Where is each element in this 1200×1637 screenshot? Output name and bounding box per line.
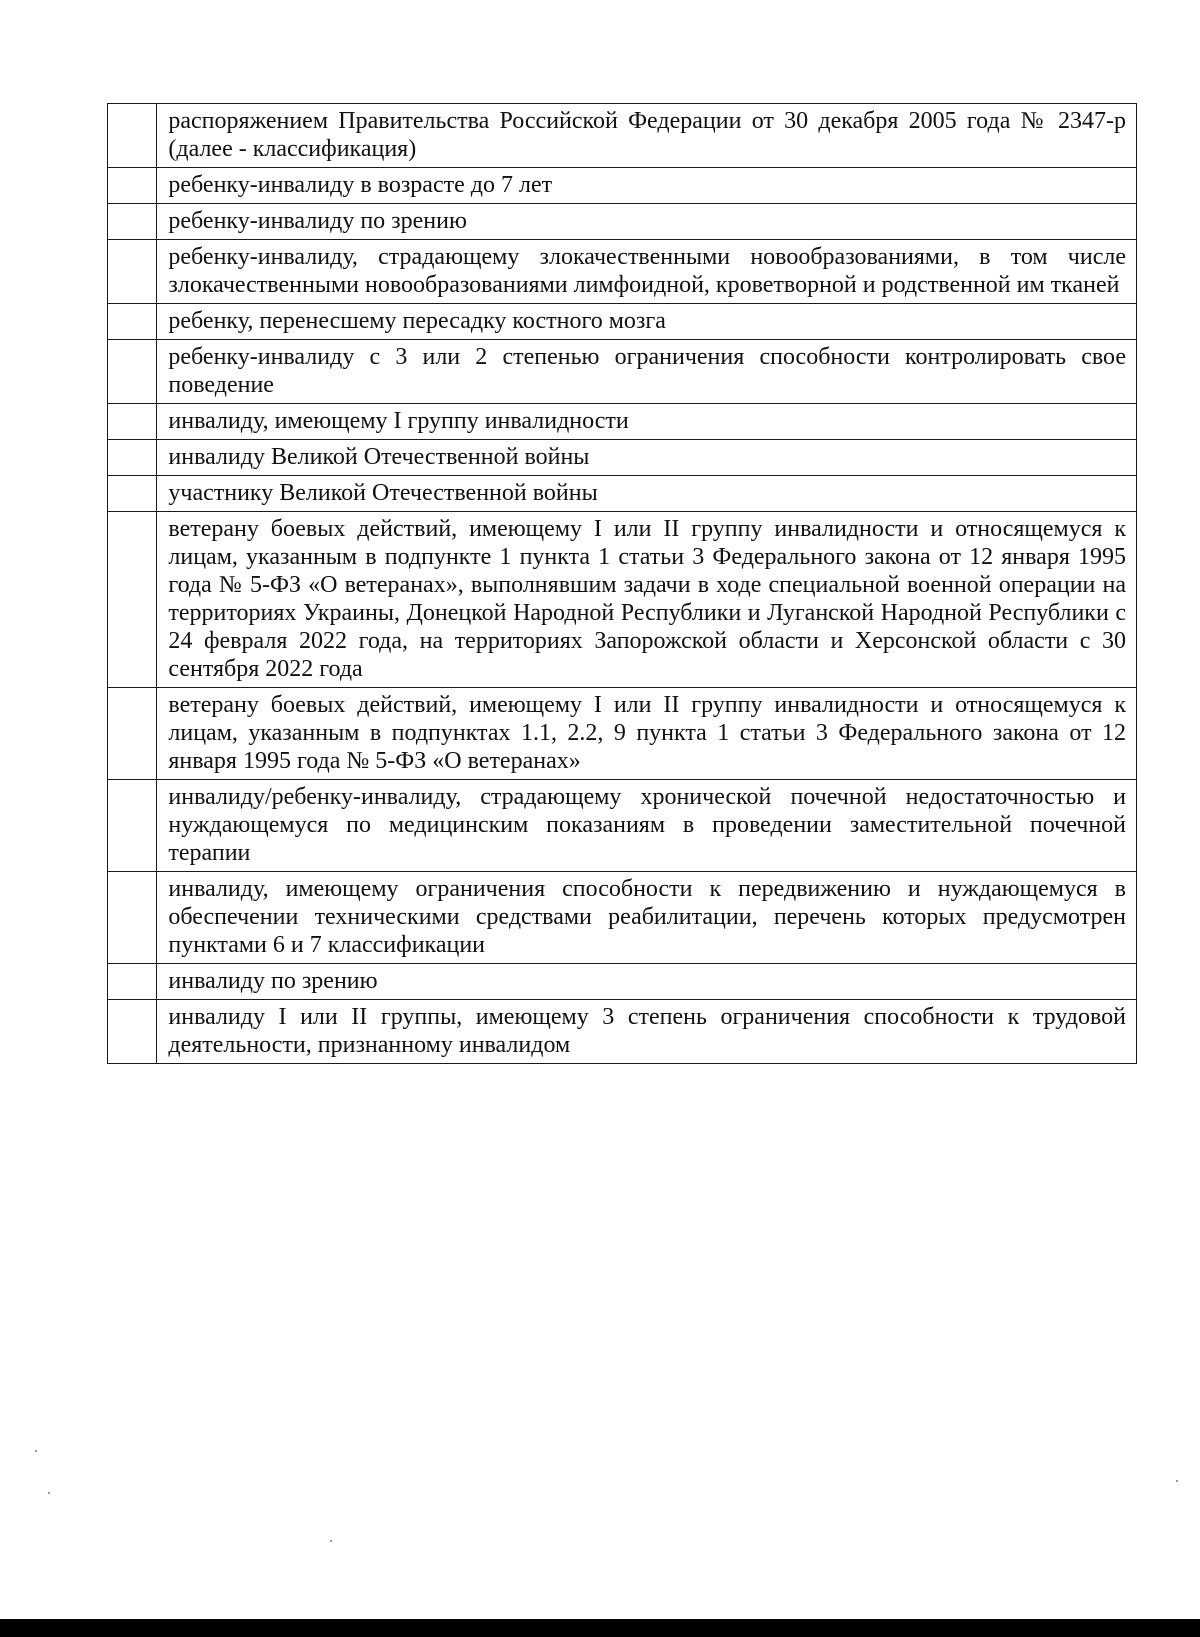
- row-number-cell: [108, 168, 157, 204]
- text-line: в проведении заместительной почечной терапии: [168, 812, 1127, 866]
- table-row: [108, 104, 1137, 168]
- text-line: ребенку-инвалиду в возрасте до 7 лет: [168, 172, 553, 198]
- row-number-cell: [108, 1000, 157, 1064]
- text-line: распоряжением Правительства Российской Федерации: [168, 108, 742, 134]
- row-number-cell: [108, 240, 157, 304]
- table-row: [108, 440, 1137, 476]
- row-number-cell: [108, 476, 157, 512]
- text-line: инвалиду, имеющему I группу инвалидности: [168, 408, 629, 434]
- text-line: контролировать свое поведение: [168, 344, 1126, 398]
- text-line: ребенку-инвалиду по зрению: [168, 208, 467, 234]
- row-text-cell: [157, 1000, 1137, 1064]
- row-number-cell: [108, 204, 157, 240]
- row-number-cell: [108, 340, 157, 404]
- row-text-cell: [157, 168, 1137, 204]
- row-number-cell: [108, 104, 157, 168]
- row-number-cell: [108, 872, 157, 964]
- text-line: ребенку-инвалиду, страдающему злокачественными новообразованиями,: [168, 244, 959, 270]
- row-number-cell: [108, 304, 157, 340]
- text-line: кроветворной и родственной им тканей: [715, 272, 1120, 298]
- row-text-cell: [157, 780, 1137, 872]
- text-line: Федерального закона от 12 января 1995 года № 5-ФЗ «О ветеранах»,: [168, 544, 1126, 598]
- text-line: от 30 декабря 2005 года № 2347-р (далее - классификация): [168, 108, 1127, 162]
- table-row: [108, 688, 1137, 780]
- text-line: выполнявшим задачи в ходе специальной военной операции: [470, 572, 1096, 598]
- benefits-table: [107, 103, 1137, 1064]
- text-line: ребенку-инвалиду с 3 или 2 степенью ограничения способности: [168, 344, 890, 370]
- text-line: «О ветеранах»: [432, 748, 581, 774]
- text-line: 3 Федерального закона от 12 января 1995 года № 5-ФЗ: [168, 720, 1127, 774]
- text-line: и нуждающемуся в обеспечении техническими средствами реабилитации,: [168, 876, 1127, 930]
- text-line: участнику Великой Отечественной войны: [168, 480, 598, 506]
- text-line: на территориях Украины, Донецкой Народной Республики и Луганской: [168, 572, 1127, 626]
- row-number-cell: [108, 964, 157, 1000]
- text-line: инвалиду, имеющему ограничения способности к передвижению: [168, 876, 891, 902]
- row-number-cell: [108, 440, 157, 476]
- scan-speck: [1176, 1480, 1178, 1482]
- text-line: ветерану боевых действий, имеющему I или II группу инвалидности: [168, 692, 919, 718]
- scan-speck: [48, 1492, 50, 1494]
- row-number-cell: [108, 404, 157, 440]
- row-text-cell: [157, 204, 1137, 240]
- table-row: [108, 512, 1137, 688]
- row-number-cell: [108, 780, 157, 872]
- text-line: инвалиду/ребенку-инвалиду, страдающему хронической почечной: [168, 784, 887, 810]
- row-number-cell: [108, 688, 157, 780]
- text-line: инвалиду I или II группы, имеющему 3 степень ограничения способности: [168, 1004, 995, 1030]
- row-text-cell: [157, 476, 1137, 512]
- table-row: [108, 340, 1137, 404]
- row-text-cell: [157, 872, 1137, 964]
- row-text-cell: [157, 240, 1137, 304]
- table-body: [108, 104, 1137, 1064]
- table-row: [108, 964, 1137, 1000]
- row-text-cell: [157, 340, 1137, 404]
- table-row: [108, 476, 1137, 512]
- row-text-cell: [157, 964, 1137, 1000]
- table-row: [108, 240, 1137, 304]
- row-number-cell: [108, 512, 157, 688]
- row-text-cell: [157, 512, 1137, 688]
- text-line: ветерану боевых действий, имеющему I или II группу инвалидности: [168, 516, 919, 542]
- text-line: ребенку, перенесшему пересадку костного мозга: [168, 308, 666, 334]
- row-text-cell: [157, 404, 1137, 440]
- row-text-cell: [157, 304, 1137, 340]
- table-row: [108, 204, 1137, 240]
- text-line: инвалиду Великой Отечественной войны: [168, 444, 590, 470]
- text-line: Народной Республики с 24 февраля 2022 года, на территориях Запорожской: [168, 600, 1127, 654]
- table-row: [108, 304, 1137, 340]
- table-row: [108, 404, 1137, 440]
- row-text-cell: [157, 688, 1137, 780]
- table-row: [108, 168, 1137, 204]
- text-line: и относящемуся к лицам, указанным в подпунктах 1.1, 2.2, 9 пункта 1 статьи: [168, 692, 1127, 746]
- row-text-cell: [157, 440, 1137, 476]
- text-line: недостаточностью и нуждающемуся по медицинским показаниям: [168, 784, 1127, 838]
- table-row: [108, 1000, 1137, 1064]
- scan-speck: [330, 1540, 332, 1542]
- row-text-cell: [157, 104, 1137, 168]
- scan-edge-bar: [0, 1619, 1200, 1637]
- table-row: [108, 780, 1137, 872]
- text-line: в том числе злокачественными новообразованиями лимфоидной,: [168, 244, 1127, 298]
- text-line: инвалиду по зрению: [168, 968, 378, 994]
- text-line: и относящемуся к лицам, указанным в подпункте 1 пункта 1 статьи 3: [168, 516, 1127, 570]
- scan-speck: [35, 1450, 37, 1452]
- text-line: области и Херсонской области с 30 сентября 2022 года: [168, 628, 1127, 682]
- table-row: [108, 872, 1137, 964]
- text-line: к трудовой деятельности, признанному инвалидом: [168, 1004, 1126, 1058]
- text-line: перечень которых предусмотрен пунктами 6 и 7 классификации: [168, 904, 1126, 958]
